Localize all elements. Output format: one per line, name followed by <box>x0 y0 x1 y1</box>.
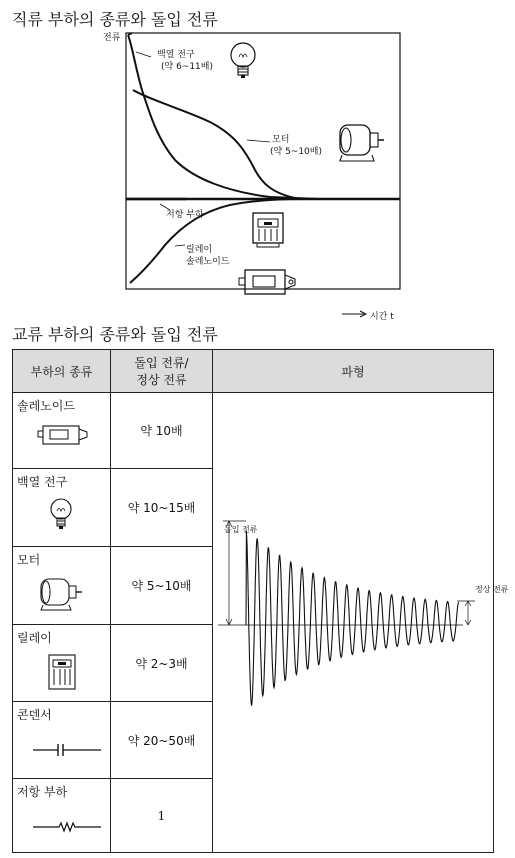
capacitor-icon <box>13 702 110 779</box>
motor-icon <box>13 547 110 625</box>
load-cell <box>13 469 111 547</box>
ac-inrush-waveform <box>213 393 509 853</box>
motor-label: 모터 <box>272 135 290 145</box>
load-name: 저항 부하 <box>17 785 68 799</box>
dc-x-axis-label: 시간 t <box>370 312 394 322</box>
lightbulb-icon <box>231 43 255 78</box>
bulb-ratio-label: (약 6~11배) <box>161 62 213 72</box>
load-name: 릴레이 <box>17 631 52 645</box>
dc-inrush-chart <box>0 0 515 330</box>
dc-y-axis-label: 전류 <box>103 33 121 43</box>
load-name: 백열 전구 <box>17 475 68 489</box>
load-cell <box>13 625 111 702</box>
inrush-ratio: 약 5~10배 <box>111 547 213 625</box>
header-waveform: 파형 <box>213 350 494 393</box>
inrush-ratio: 1 <box>111 779 213 853</box>
ac-section-title: 교류 부하의 종류와 돌입 전류 <box>12 325 218 344</box>
motor-icon <box>340 125 384 161</box>
steady-current-label: 정상 전류 <box>475 585 509 594</box>
load-cell <box>13 702 111 779</box>
bulb-label: 백열 전구 <box>157 50 195 60</box>
header-load-type: 부하의 종류 <box>13 350 111 393</box>
inrush-current-label: 돌입 전류 <box>224 525 258 534</box>
solenoid-icon <box>13 393 110 469</box>
dc-section-title: 직류 부하의 종류와 돌입 전류 <box>12 10 218 29</box>
relay-icon <box>13 625 110 702</box>
motor-ratio-label: (약 5~10배) <box>270 147 322 157</box>
table-row <box>13 393 494 469</box>
load-name: 모터 <box>17 553 41 567</box>
inrush-ratio: 약 20~50배 <box>111 702 213 779</box>
table-header-row <box>13 350 494 393</box>
resistor-load-label: 저항 부하 <box>166 210 204 220</box>
resistor-icon <box>13 779 110 853</box>
load-cell <box>13 779 111 853</box>
relay-icon <box>253 213 283 247</box>
load-cell <box>13 393 111 469</box>
inrush-ratio: 약 10~15배 <box>111 469 213 547</box>
waveform-cell <box>213 393 509 853</box>
load-name: 콘덴서 <box>17 708 52 722</box>
load-name: 솔레노이드 <box>17 399 75 413</box>
header-inrush-ratio: 돌입 전류/ 정상 전류 <box>111 350 213 393</box>
inrush-ratio: 약 10배 <box>111 393 213 469</box>
load-cell <box>13 547 111 625</box>
lightbulb-icon <box>13 469 110 547</box>
solenoid-icon <box>239 270 295 294</box>
ac-load-table <box>12 349 509 853</box>
inrush-waveform-trace <box>246 531 459 706</box>
inrush-ratio: 약 2~3배 <box>111 625 213 702</box>
solenoid-label: 솔레노이드 <box>186 257 230 267</box>
relay-label: 릴레이 <box>186 245 213 255</box>
